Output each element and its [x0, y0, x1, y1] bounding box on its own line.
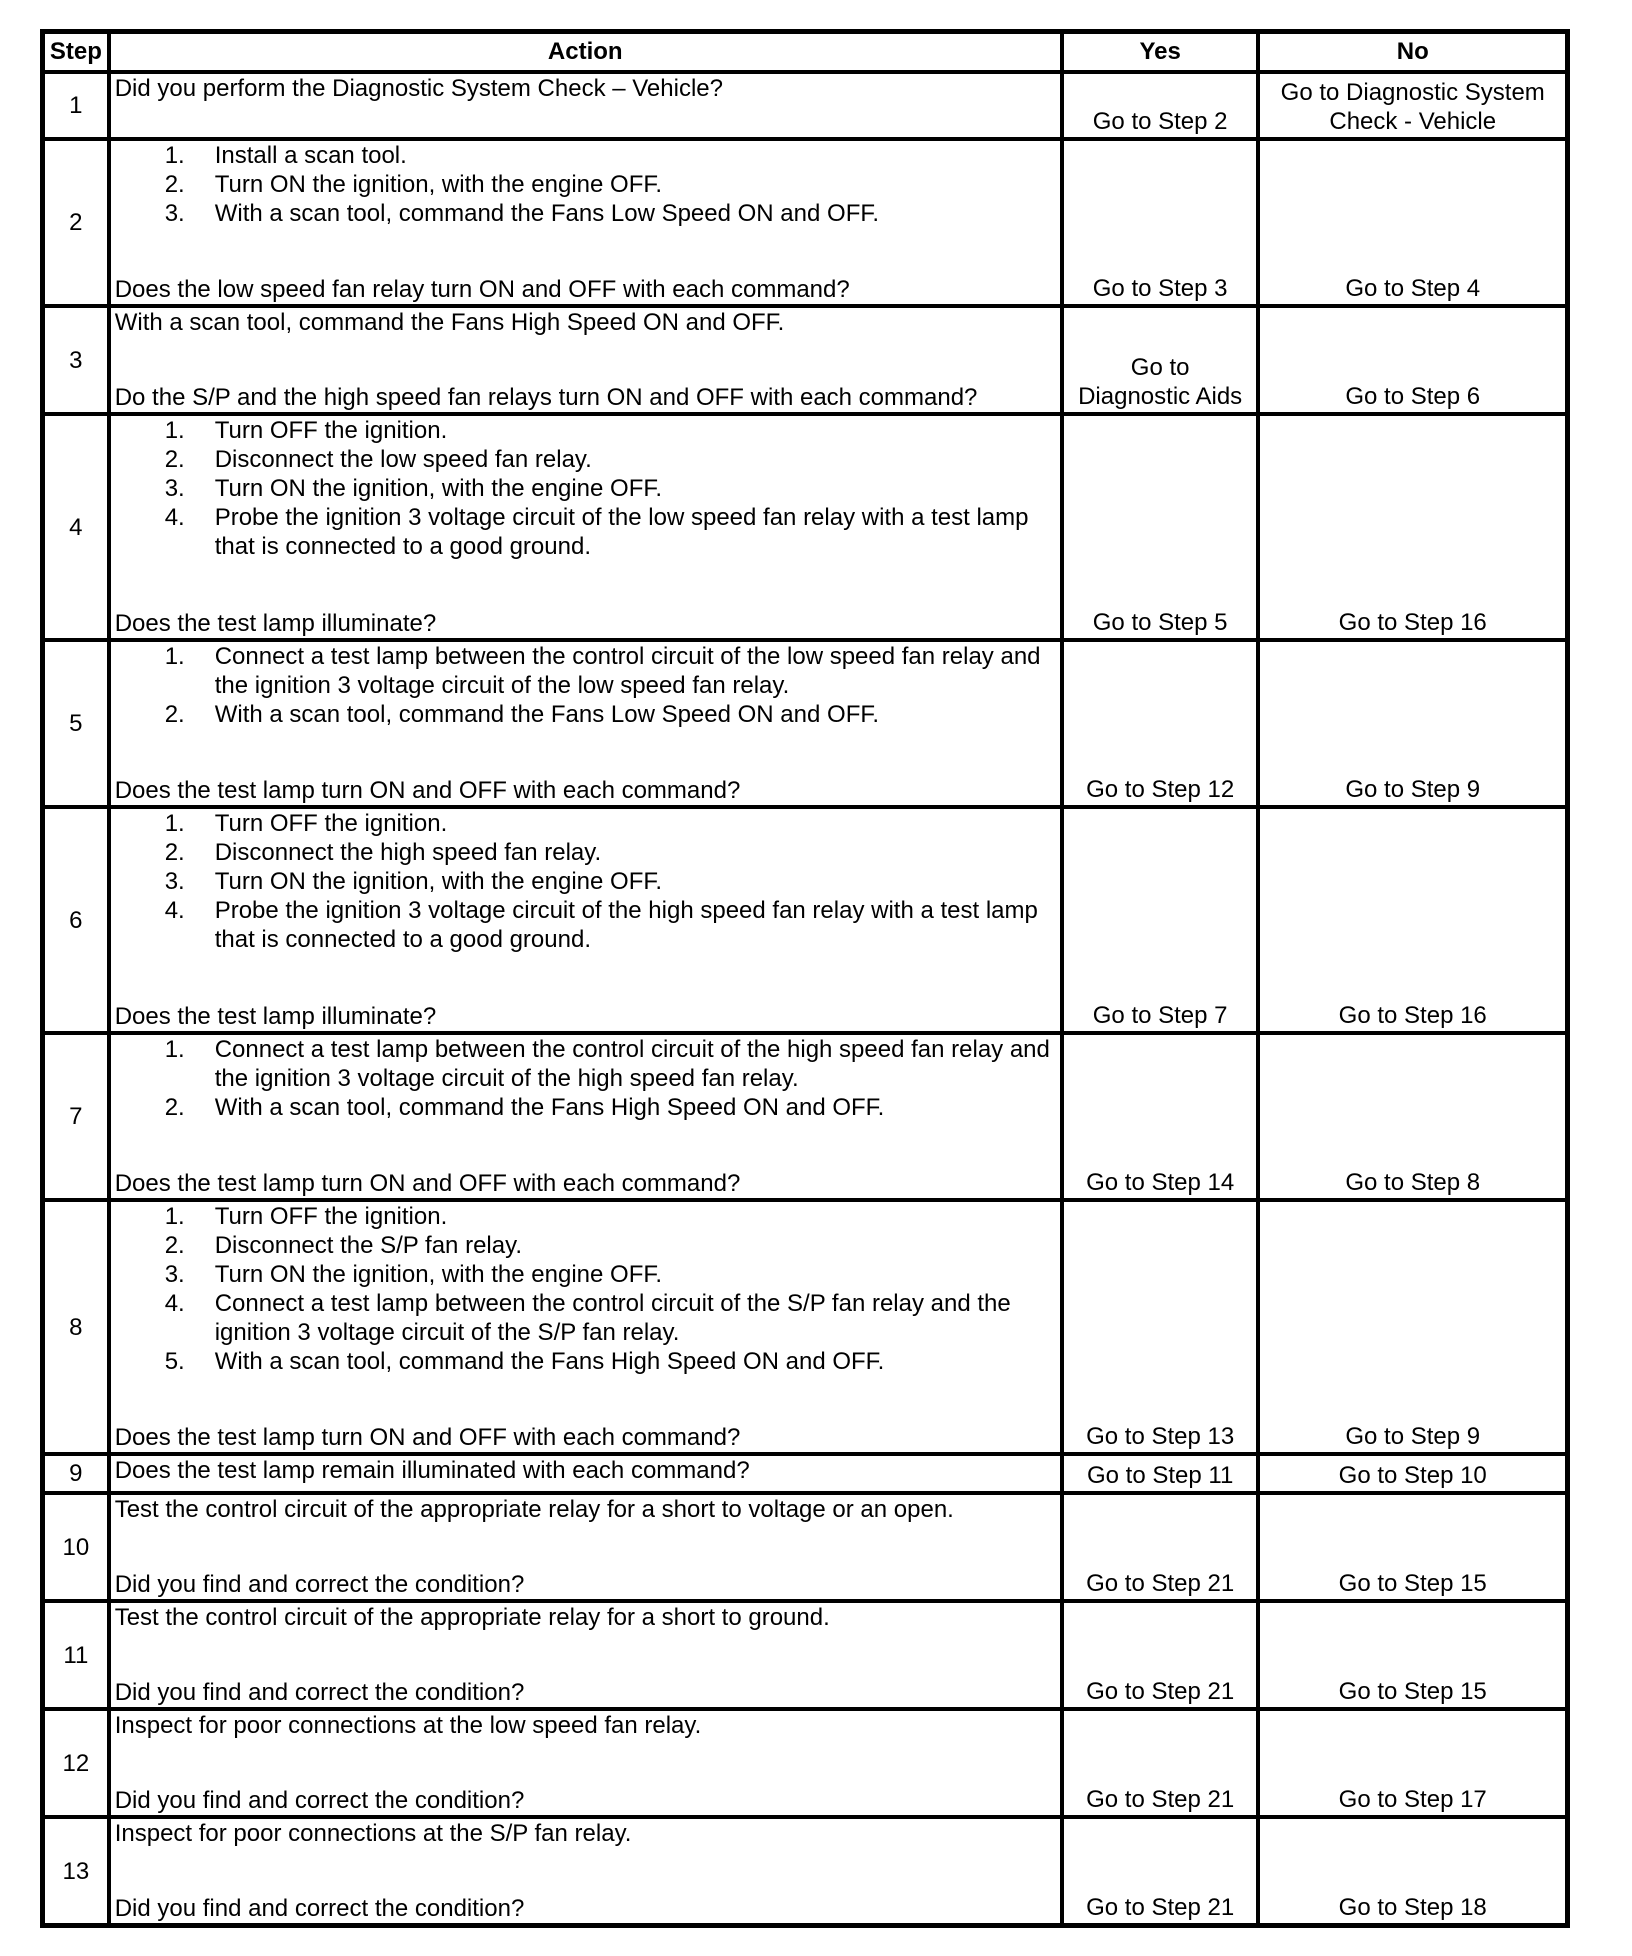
action-step-item — [115, 1202, 1054, 1231]
yes-result — [1062, 139, 1259, 306]
yes-result-line: Go to Step 2 — [1092, 108, 1228, 135]
action-top — [115, 416, 1054, 561]
action-question: Did you find and correct the condition? — [114, 1787, 525, 1814]
yes-result-line: Go to Step 13 — [1086, 1423, 1235, 1450]
action-step-list — [115, 809, 1054, 954]
header-no: No — [1258, 32, 1567, 73]
action-instruction: With a scan tool, command the Fans High Speed ON and OFF. — [114, 309, 785, 336]
action-cell — [109, 139, 1062, 306]
no-result — [1258, 640, 1567, 807]
action-question: Does the low speed fan relay turn ON and OFF with each command? — [114, 276, 850, 303]
step-number: 9 — [43, 1454, 109, 1493]
action-step-text: Turn ON the ignition, with the engine OFF. — [214, 1261, 663, 1288]
action-step-list — [115, 1202, 1054, 1376]
action-step-number: 2. — [164, 171, 185, 198]
action-instruction: Did you perform the Diagnostic System Check – Vehicle? — [114, 75, 723, 102]
no-result — [1258, 1601, 1567, 1709]
no-result-line: Go to Step 18 — [1338, 1894, 1487, 1921]
yes-result — [1062, 414, 1259, 640]
action-step-text: Turn ON the ignition, with the engine OFF. — [214, 868, 663, 895]
action-instruction: Inspect for poor connections at the low speed fan relay. — [114, 1712, 702, 1739]
step-number: 2 — [43, 139, 109, 306]
action-question: Does the test lamp turn ON and OFF with each command? — [114, 1170, 741, 1197]
action-top — [115, 74, 1054, 103]
yes-result-line: Go to Step 11 — [1086, 1462, 1234, 1489]
action-step-item — [115, 141, 1054, 170]
table-row — [43, 1200, 1568, 1454]
table-row — [43, 1493, 1568, 1601]
action-content — [115, 1035, 1054, 1198]
table-row — [43, 1033, 1568, 1200]
no-result — [1258, 1709, 1567, 1817]
no-result-line: Go to Step 15 — [1338, 1570, 1487, 1597]
step-number: 4 — [43, 414, 109, 640]
action-step-number: 2. — [164, 446, 185, 473]
action-top — [115, 1819, 1054, 1848]
yes-result-line: Go to Step 7 — [1092, 1002, 1228, 1029]
action-step-number: 2. — [164, 1094, 185, 1121]
action-step-number: 1. — [164, 643, 185, 670]
action-content — [115, 1202, 1054, 1452]
action-step-text: With a scan tool, command the Fans High Speed ON and OFF. — [214, 1094, 885, 1121]
table-row — [43, 139, 1568, 306]
action-top — [115, 1603, 1054, 1632]
no-result — [1258, 72, 1567, 139]
action-question: Do the S/P and the high speed fan relays turn ON and OFF with each command? — [114, 384, 978, 411]
action-question: Did you find and correct the condition? — [114, 1679, 525, 1706]
table-row — [43, 306, 1568, 414]
action-step-item — [115, 199, 1054, 228]
action-step-item — [115, 1347, 1054, 1376]
action-top — [115, 1202, 1054, 1376]
action-step-number: 4. — [164, 897, 185, 924]
action-step-item — [115, 474, 1054, 503]
table-row — [43, 1601, 1568, 1709]
no-result — [1258, 1454, 1567, 1493]
action-top — [115, 1035, 1054, 1122]
table-body — [43, 72, 1568, 1926]
action-step-number: 1. — [164, 1036, 185, 1063]
action-instruction: Does the test lamp remain illuminated with each command? — [114, 1457, 750, 1484]
action-step-item — [115, 700, 1054, 729]
action-step-number: 3. — [164, 200, 185, 227]
no-result-line: Go to Step 16 — [1338, 609, 1487, 636]
yes-result — [1062, 807, 1259, 1033]
action-step-number: 1. — [164, 810, 185, 837]
action-step-item — [115, 445, 1054, 474]
yes-result — [1062, 1709, 1259, 1817]
header-step: Step — [43, 32, 109, 73]
no-result — [1258, 807, 1567, 1033]
action-step-number: 2. — [164, 701, 185, 728]
action-cell — [109, 1601, 1062, 1709]
yes-result-line: Go to Step 12 — [1086, 776, 1235, 803]
action-step-item — [115, 1231, 1054, 1260]
yes-result — [1062, 1033, 1259, 1200]
action-cell — [109, 807, 1062, 1033]
action-question: Does the test lamp turn ON and OFF with each command? — [114, 777, 741, 804]
no-result-line: Go to Step 10 — [1338, 1462, 1487, 1489]
action-step-number: 5. — [164, 1348, 185, 1375]
yes-result — [1062, 1601, 1259, 1709]
step-number: 11 — [43, 1601, 109, 1709]
action-step-text: Connect a test lamp between the control circuit of the S/P fan relay and the ignition 3 voltage circuit of the S/P fan relay. — [214, 1290, 1011, 1346]
no-result-line: Go to Step 9 — [1345, 1423, 1481, 1450]
action-step-text: Disconnect the high speed fan relay. — [214, 839, 602, 866]
yes-result — [1062, 1200, 1259, 1454]
yes-result-line: Go to — [1130, 354, 1190, 381]
action-step-text: Turn OFF the ignition. — [214, 417, 448, 444]
table-row — [43, 1817, 1568, 1926]
action-step-text: Disconnect the low speed fan relay. — [214, 446, 592, 473]
action-step-number: 2. — [164, 1232, 185, 1259]
table-row — [43, 1709, 1568, 1817]
action-question: Did you find and correct the condition? — [114, 1571, 525, 1598]
no-result-line: Go to Step 4 — [1345, 275, 1481, 302]
action-step-number: 3. — [164, 1261, 185, 1288]
action-step-text: Connect a test lamp between the control circuit of the high speed fan relay and the ignition 3 voltage circuit of the high speed fan relay. — [214, 1036, 1050, 1092]
no-result-line: Go to Step 16 — [1338, 1002, 1487, 1029]
no-result — [1258, 1817, 1567, 1926]
no-result-line: Check - Vehicle — [1329, 108, 1497, 135]
action-step-text: Probe the ignition 3 voltage circuit of the high speed fan relay with a test lamp that is connected to a good ground. — [214, 897, 1038, 953]
no-result-line: Go to Diagnostic System — [1280, 79, 1545, 106]
header-action: Action — [109, 32, 1062, 73]
action-instruction: Inspect for poor connections at the S/P fan relay. — [114, 1820, 632, 1847]
action-top — [115, 1456, 1054, 1485]
no-result — [1258, 139, 1567, 306]
action-step-list — [115, 1035, 1054, 1122]
action-cell — [109, 306, 1062, 414]
step-number: 6 — [43, 807, 109, 1033]
no-result — [1258, 1493, 1567, 1601]
yes-result-line: Go to Step 21 — [1086, 1678, 1235, 1705]
yes-result — [1062, 1493, 1259, 1601]
yes-result — [1062, 640, 1259, 807]
action-top — [115, 1495, 1054, 1524]
no-result-line: Go to Step 17 — [1338, 1786, 1487, 1813]
action-step-text: Turn OFF the ignition. — [214, 810, 448, 837]
step-number: 7 — [43, 1033, 109, 1200]
step-number: 10 — [43, 1493, 109, 1601]
diagnostic-table — [40, 29, 1570, 1928]
action-step-item — [115, 416, 1054, 445]
action-top — [115, 809, 1054, 954]
action-content — [115, 642, 1054, 805]
action-cell — [109, 1817, 1062, 1926]
action-step-number: 4. — [164, 1290, 185, 1317]
action-step-text: Turn ON the ignition, with the engine OFF. — [214, 475, 663, 502]
action-step-text: With a scan tool, command the Fans High Speed ON and OFF. — [214, 1348, 885, 1375]
action-cell — [109, 1200, 1062, 1454]
yes-result — [1062, 72, 1259, 139]
header-row — [43, 32, 1568, 73]
action-step-item — [115, 896, 1054, 954]
yes-result — [1062, 306, 1259, 414]
yes-result-line: Go to Step 3 — [1092, 275, 1228, 302]
action-instruction: Test the control circuit of the appropriate relay for a short to ground. — [114, 1604, 830, 1631]
step-number: 12 — [43, 1709, 109, 1817]
action-content — [115, 1603, 1054, 1707]
action-content — [115, 1819, 1054, 1923]
action-step-number: 1. — [164, 1203, 185, 1230]
action-cell — [109, 414, 1062, 640]
action-question: Does the test lamp turn ON and OFF with each command? — [114, 1424, 741, 1451]
action-step-item — [115, 867, 1054, 896]
step-number: 8 — [43, 1200, 109, 1454]
action-step-list — [115, 416, 1054, 561]
action-content — [115, 141, 1054, 304]
no-result — [1258, 1033, 1567, 1200]
action-top — [115, 1711, 1054, 1740]
yes-result-line: Go to Step 14 — [1086, 1169, 1235, 1196]
step-number: 5 — [43, 640, 109, 807]
step-number: 3 — [43, 306, 109, 414]
action-content — [115, 1495, 1054, 1599]
yes-result-line: Go to Step 21 — [1086, 1786, 1235, 1813]
action-step-text: Install a scan tool. — [214, 142, 407, 169]
no-result-line: Go to Step 8 — [1345, 1169, 1481, 1196]
action-content — [115, 1711, 1054, 1815]
action-top — [115, 642, 1054, 729]
action-step-text: Turn ON the ignition, with the engine OFF. — [214, 171, 663, 198]
no-result — [1258, 306, 1567, 414]
action-step-item — [115, 642, 1054, 700]
action-step-text: With a scan tool, command the Fans Low Speed ON and OFF. — [214, 701, 880, 728]
action-step-item — [115, 1093, 1054, 1122]
action-question: Did you find and correct the condition? — [114, 1895, 525, 1922]
action-content — [115, 809, 1054, 1031]
yes-result-line: Diagnostic Aids — [1078, 383, 1243, 410]
action-step-text: Connect a test lamp between the control circuit of the low speed fan relay and the ignition 3 voltage circuit of the low speed fan relay. — [214, 643, 1041, 699]
action-cell — [109, 1709, 1062, 1817]
action-question: Does the test lamp illuminate? — [114, 1003, 437, 1030]
action-step-list — [115, 642, 1054, 729]
no-result-line: Go to Step 9 — [1345, 776, 1481, 803]
action-step-number: 3. — [164, 868, 185, 895]
step-number: 1 — [43, 72, 109, 139]
action-step-text: Turn OFF the ignition. — [214, 1203, 448, 1230]
yes-result-line: Go to Step 5 — [1092, 609, 1228, 636]
action-step-text: Disconnect the S/P fan relay. — [214, 1232, 522, 1259]
no-result — [1258, 1200, 1567, 1454]
action-instruction: Test the control circuit of the appropriate relay for a short to voltage or an open. — [114, 1496, 954, 1523]
table-row — [43, 72, 1568, 139]
action-step-number: 1. — [164, 142, 185, 169]
action-step-text: Probe the ignition 3 voltage circuit of the low speed fan relay with a test lamp that is connected to a good ground. — [214, 504, 1029, 560]
table-row — [43, 640, 1568, 807]
no-result-line: Go to Step 15 — [1338, 1678, 1487, 1705]
yes-result-line: Go to Step 21 — [1086, 1894, 1235, 1921]
action-step-number: 1. — [164, 417, 185, 444]
action-step-number: 2. — [164, 839, 185, 866]
action-cell — [109, 1493, 1062, 1601]
table-row — [43, 1454, 1568, 1493]
header-yes: Yes — [1062, 32, 1259, 73]
yes-result-line: Go to Step 21 — [1086, 1570, 1235, 1597]
action-step-item — [115, 838, 1054, 867]
yes-result — [1062, 1454, 1259, 1493]
action-top — [115, 141, 1054, 228]
action-step-number: 3. — [164, 475, 185, 502]
action-step-item — [115, 170, 1054, 199]
action-step-item — [115, 809, 1054, 838]
action-top — [115, 308, 1054, 337]
action-step-item — [115, 1260, 1054, 1289]
action-step-item — [115, 1289, 1054, 1347]
action-content — [115, 416, 1054, 638]
action-step-item — [115, 1035, 1054, 1093]
action-cell — [109, 1454, 1062, 1493]
action-step-item — [115, 503, 1054, 561]
action-content — [115, 74, 1054, 137]
action-cell — [109, 1033, 1062, 1200]
no-result-line: Go to Step 6 — [1345, 383, 1481, 410]
action-step-text: With a scan tool, command the Fans Low Speed ON and OFF. — [214, 200, 880, 227]
action-cell — [109, 72, 1062, 139]
action-step-number: 4. — [164, 504, 185, 531]
action-cell — [109, 640, 1062, 807]
action-content — [115, 1456, 1054, 1491]
action-content — [115, 308, 1054, 412]
step-number: 13 — [43, 1817, 109, 1926]
table-row — [43, 414, 1568, 640]
table-row — [43, 807, 1568, 1033]
action-question: Does the test lamp illuminate? — [114, 610, 437, 637]
no-result — [1258, 414, 1567, 640]
yes-result — [1062, 1817, 1259, 1926]
action-step-list — [115, 141, 1054, 228]
